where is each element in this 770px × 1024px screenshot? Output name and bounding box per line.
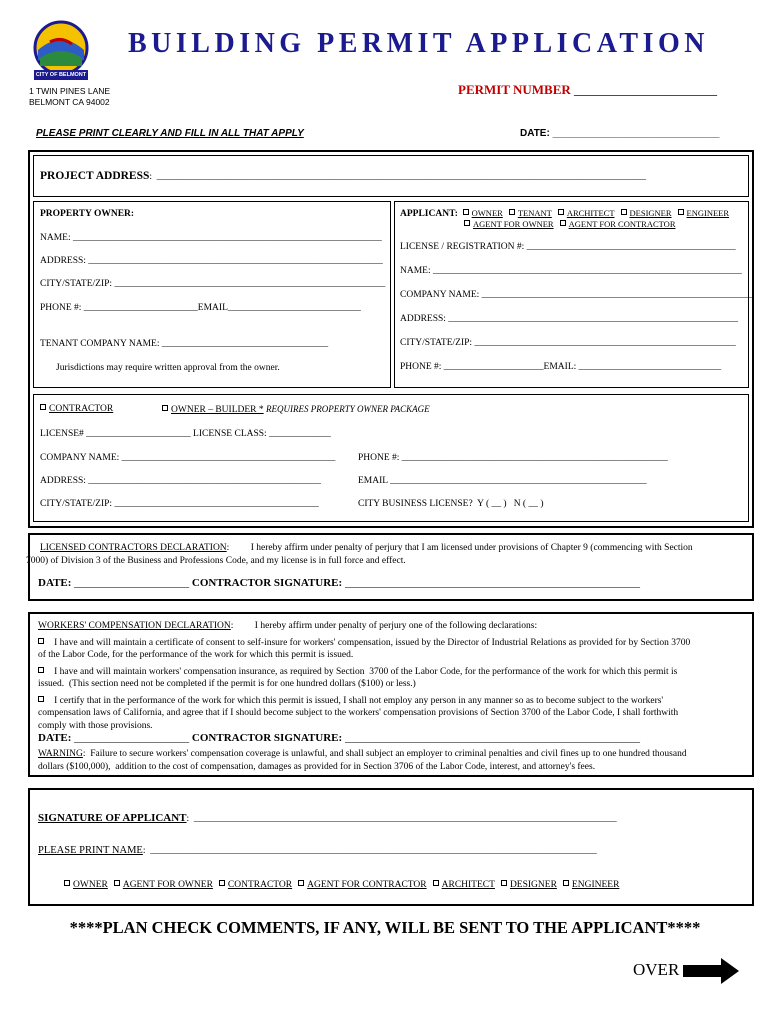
self-insure-checkbox[interactable] [38, 638, 44, 644]
signer-checkbox[interactable] [298, 880, 304, 886]
owner-builder-checkbox[interactable] [162, 405, 168, 411]
applicant-option-designer[interactable] [621, 208, 672, 218]
address-line-1: 1 TWIN PINES LANE [29, 86, 111, 96]
header-date-field[interactable]: ______________________________ [552, 128, 720, 139]
signer-role-options [64, 880, 625, 890]
applicant-option-label: TENANT [517, 208, 552, 218]
applicant-company-field[interactable]: COMPANY NAME: _________________________________________________________ [400, 290, 753, 300]
signer-option-architect[interactable] [433, 880, 495, 890]
signer-option-engineer[interactable] [563, 880, 620, 890]
contractor-checkbox[interactable] [40, 404, 46, 410]
opt3-line-2: compensation laws of California, and agree that if I should become subject to the workers' compensation provisions of Section 3700 of the Labor Code, I shall forthwith [38, 708, 679, 718]
print-name [38, 845, 597, 856]
signer-checkbox[interactable] [563, 880, 569, 886]
warning-line-1: : Failure to secure workers' compensation coverage is unlawful, and shall subject an employer to criminal penalties and civil fines up to one hundred thousand [82, 749, 687, 759]
applicant-option-agent-for-owner[interactable] [464, 219, 554, 229]
city-address [29, 86, 110, 108]
licensed-signature-label: CONTRACTOR SIGNATURE: [191, 577, 343, 589]
logo-text: CITY OF BELMONT [35, 72, 87, 78]
contractor-option[interactable] [40, 404, 113, 414]
applicant-option-tenant[interactable] [509, 208, 552, 218]
owner-heading: PROPERTY OWNER: [40, 209, 135, 219]
licensed-declaration-text: LICENSED CONTRACTORS DECLARATION: I hereby affirm under penalty of perjury that I am licensed under provisions of Chapter 9 (commencing with Section 7000) of Division 3 of the Business and Professions Code, and my license is in full force and effect. [26, 543, 693, 566]
permit-number-label: PERMIT NUMBER [458, 82, 571, 97]
signer-checkbox[interactable] [433, 880, 439, 886]
workers-warning [38, 748, 687, 773]
licensed-date-signature [38, 577, 640, 589]
insurance-checkbox[interactable] [38, 667, 44, 673]
applicant-signature-label: SIGNATURE OF APPLICANT [38, 812, 187, 824]
business-license-question[interactable]: CITY BUSINESS LICENSE? Y ( __ ) N ( __ ) [358, 499, 544, 509]
applicant-option-architect[interactable] [558, 208, 615, 218]
licensed-line-1: I hereby affirm under penalty of perjury that I am licensed under provisions of Chapter 9 (commencing with Section [250, 543, 693, 553]
workers-comp-heading: WORKERS' COMPENSATION DECLARATION [38, 621, 231, 631]
applicant-checkbox[interactable] [558, 209, 564, 215]
owner-builder-label: OWNER – BUILDER * [171, 405, 264, 415]
applicant-option-engineer[interactable] [678, 208, 730, 218]
applicant-checkbox[interactable] [621, 209, 627, 215]
permit-number-field[interactable]: ______________________ [574, 82, 718, 97]
signer-checkbox[interactable] [219, 880, 225, 886]
print-name-field[interactable]: : ______________________________________________________________________________________________ [142, 846, 597, 856]
signer-option-owner[interactable] [64, 880, 108, 890]
contractor-option-label: CONTRACTOR [49, 404, 114, 414]
print-instructions: PLEASE PRINT CLEARLY AND FILL IN ALL THAT APPLY [36, 128, 304, 139]
signer-option-label: OWNER [73, 880, 108, 890]
applicant-checkbox[interactable] [560, 220, 566, 226]
warning-line-2: dollars ($100,000), addition to the cost of compensation, damages as provided for in Section 3706 of the Labor Code, interest, and attorney's fees. [38, 761, 596, 772]
signer-option-label: AGENT FOR OWNER [122, 880, 213, 890]
contractor-city-field[interactable]: CITY/STATE/ZIP: ___________________________________________ [40, 499, 319, 509]
owner-name-field[interactable]: NAME: _________________________________________________________________ [40, 233, 382, 243]
applicant-checkbox[interactable] [464, 220, 470, 226]
owner-address-field[interactable]: ADDRESS: ______________________________________________________________ [40, 256, 383, 266]
workers-date-label: DATE: [38, 732, 72, 744]
workers-signature-label: CONTRACTOR SIGNATURE: [191, 732, 343, 744]
signer-option-label: ENGINEER [571, 880, 620, 890]
applicant-option-label: OWNER [471, 208, 503, 218]
city-logo [26, 20, 96, 82]
print-name-label: PLEASE PRINT NAME [38, 845, 143, 856]
signer-option-label: DESIGNER [509, 880, 557, 890]
signer-option-label: CONTRACTOR [227, 880, 293, 890]
applicant-checkbox[interactable] [678, 209, 684, 215]
contractor-address-field[interactable]: ADDRESS: _________________________________________________ [40, 476, 322, 486]
applicant-address-field[interactable]: ADDRESS: _____________________________________________________________ [400, 314, 739, 324]
applicant-option-label: DESIGNER [629, 208, 672, 218]
signer-option-label: AGENT FOR CONTRACTOR [307, 880, 427, 890]
owner-approval-note: Jurisdictions may require written approval from the owner. [56, 363, 280, 373]
applicant-name-field[interactable]: NAME: _________________________________________________________________ [400, 266, 742, 276]
workers-date-field[interactable]: _______________________ [74, 733, 190, 744]
owner-city-field[interactable]: CITY/STATE/ZIP: _________________________________________________________ [40, 279, 386, 289]
licensed-date-field[interactable]: _______________________ [74, 578, 190, 589]
licensed-signature-field[interactable]: ___________________________________________________________ [344, 578, 640, 589]
applicant-license-field[interactable]: LICENSE / REGISTRATION #: ____________________________________________ [400, 242, 736, 252]
address-line-2: BELMONT CA 94002 [29, 97, 110, 107]
over-label: OVER [633, 960, 680, 979]
contractor-company-field[interactable]: COMPANY NAME: _____________________________________________ [40, 453, 336, 463]
signer-checkbox[interactable] [114, 880, 120, 886]
signer-option-designer[interactable] [501, 880, 557, 890]
over-indicator [633, 960, 679, 980]
licensed-declaration-heading: LICENSED CONTRACTORS DECLARATION [40, 543, 227, 553]
applicant-city-field[interactable]: CITY/STATE/ZIP: _______________________________________________________ [400, 338, 736, 348]
signer-option-agent-for-owner[interactable] [114, 880, 213, 890]
contractor-email-field[interactable]: EMAIL ______________________________________________________ [358, 476, 647, 486]
applicant-option-label: AGENT FOR OWNER [473, 219, 554, 229]
owner-builder-option[interactable] [162, 404, 430, 415]
opt2-line-2: issued. (This section need not be completed if the permit is for one hundred dollars ($100) or less.) [38, 679, 416, 689]
applicant-option-agent-for-contractor[interactable] [560, 219, 676, 229]
applicant-option-label: ENGINEER [686, 208, 730, 218]
no-employees-checkbox[interactable] [38, 696, 44, 702]
applicant-phone-email-field[interactable]: PHONE #: _____________________EMAIL: ______________________________ [400, 362, 722, 372]
right-arrow-icon [683, 958, 739, 984]
signer-checkbox[interactable] [501, 880, 507, 886]
opt2-line-1: I have and will maintain workers' compensation insurance, as required by Section 3700 of the Labor Code, for the performance of the work for which this permit is [54, 666, 678, 677]
warning-label: WARNING [38, 749, 83, 759]
header-date-label: DATE: [520, 128, 550, 139]
signer-option-label: ARCHITECT [441, 880, 495, 890]
workers-date-signature [38, 732, 640, 744]
opt1-line-1: I have and will maintain a certificate of consent to self-insure for workers' compensation, issued by the Director of Industrial Relations as provided for by Section 3700 [54, 637, 691, 648]
signer-checkbox[interactable] [64, 880, 70, 886]
applicant-options-row2 [464, 219, 682, 229]
page-title: BUILDING PERMIT APPLICATION [128, 28, 709, 59]
licensed-line-2: 7000) of Division 3 of the Business and Professions Code, and my license is in full force and effect. [26, 555, 406, 566]
workers-comp-text: WORKERS' COMPENSATION DECLARATION: I hereby affirm under penalty of perjury one of the following declarations: I have and will maintain a certificate of consent to self-insure for workers' compensation, issued by the Director of Industrial Relations as provided for by Section 3700 of the Labor Code, for the performance of the work for which this permit is issued. I have and will maintain workers' compensation insurance, as required by Section 3700 of the Labor Code, for the performance of the work for which this permit is issued. (This section need not be completed if the permit is for one hundred dollars ($100) or less.) I certify that in the performance of the work for which this permit is issued, I shall not employ any person in any manner so as to become subject to the workers' compensation laws of California, and agree that if I should become subject to the workers' compensation provisions of Section 3700 of the Labor Code, I shall forthwith comply with those provisions. [38, 620, 748, 732]
applicant-heading: APPLICANT: [400, 209, 458, 219]
applicant-option-owner[interactable] [463, 208, 503, 218]
applicant-signature [38, 812, 617, 824]
permit-number [458, 82, 717, 98]
owner-builder-note: REQUIRES PROPERTY OWNER PACKAGE [266, 404, 430, 414]
signer-option-agent-for-contractor[interactable] [298, 880, 426, 890]
applicant-checkbox[interactable] [463, 209, 469, 215]
workers-signature-field[interactable]: ___________________________________________________________ [344, 733, 640, 744]
opt3-line-3: comply with those provisions. [38, 720, 153, 731]
opt3-line-1: I certify that in the performance of the work for which this permit is issued, I shall not employ any person in any manner so as to become subject to the workers' [54, 695, 664, 706]
property-owner-box [33, 201, 391, 388]
applicant-option-label: ARCHITECT [566, 208, 615, 218]
owner-phone-email-field[interactable]: PHONE #: ________________________EMAIL____________________________ [40, 303, 361, 313]
project-address [40, 170, 646, 182]
applicant-options-row1 [463, 208, 735, 218]
licensed-date-label: DATE: [38, 577, 72, 589]
header-date [520, 128, 719, 139]
project-address-field[interactable]: : _______________________________________________________________________________________________________ [149, 172, 647, 182]
applicant-option-label: AGENT FOR CONTRACTOR [568, 219, 676, 229]
applicant-signature-field[interactable]: : _________________________________________________________________________________________ [186, 814, 617, 824]
plan-check-notice: ****PLAN CHECK COMMENTS, IF ANY, WILL BE SENT TO THE APPLICANT**** [69, 918, 701, 937]
signer-option-contractor[interactable] [219, 880, 292, 890]
contractor-phone-field[interactable]: PHONE #: ________________________________________________________ [358, 453, 668, 463]
applicant-checkbox[interactable] [509, 209, 515, 215]
tenant-company-field[interactable]: TENANT COMPANY NAME: ___________________________________ [40, 339, 329, 349]
contractor-license-field[interactable]: LICENSE# ______________________ LICENSE CLASS: _____________ [40, 429, 331, 439]
opt1-line-2: of the Labor Code, for the performance of the work for which this permit is issued. [38, 650, 354, 660]
project-address-label: PROJECT ADDRESS [40, 170, 150, 182]
workers-comp-intro: I hereby affirm under penalty of perjury one of the following declarations: [254, 621, 538, 631]
